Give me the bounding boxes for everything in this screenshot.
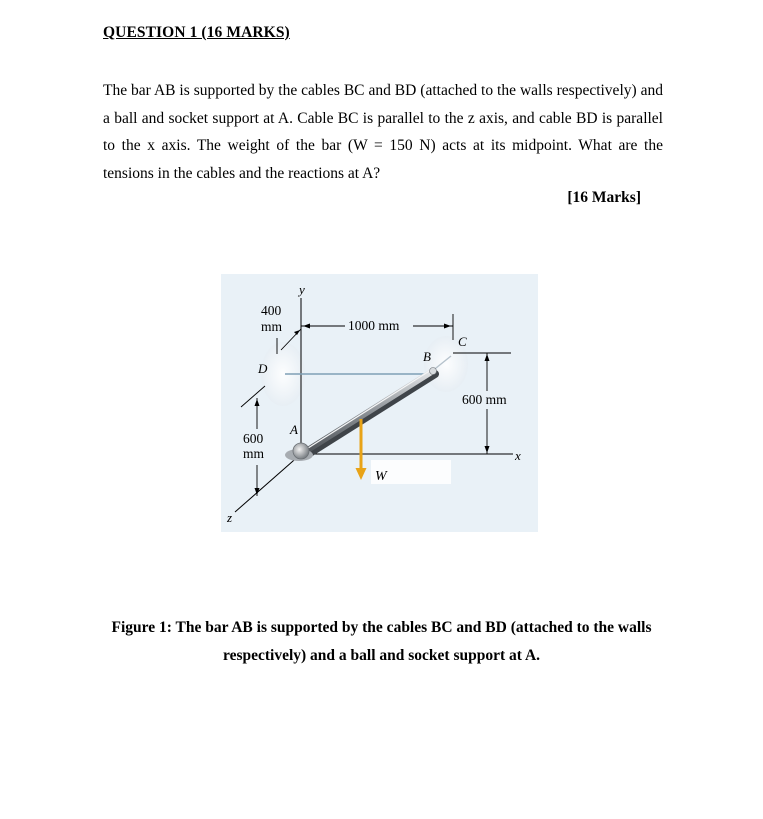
marks-label: [16 Marks] [567, 189, 641, 206]
ball-socket-a [293, 443, 309, 459]
question-text: The bar AB is supported by the cables BC and BD (attached to the walls respectively) and a ball and socket support at A. Cable BC is parallel to the z axis, and cable BD is parallel to the x axis. The weight of the bar (W = 150 N) acts at its midpoint. What are the tensions in the cables and the reactions at A? [103, 82, 663, 182]
figure-caption: Figure 1: The bar AB is supported by the cables BC and BD (attached to the walls respectively) and a ball and socket support at A. [111, 619, 652, 664]
label-1000: 1000 mm [348, 318, 400, 333]
label-point-d: D [258, 361, 268, 376]
label-point-b: B [423, 349, 431, 364]
label-y: y [299, 282, 305, 297]
label-z: z [227, 510, 233, 525]
label-x: x [515, 448, 521, 463]
label-point-a: A [290, 422, 298, 437]
label-400-unit: mm [261, 319, 283, 334]
end-b [430, 368, 437, 375]
question-heading: QUESTION 1 (16 MARKS) [103, 24, 290, 41]
label-600-right: 600 mm [462, 392, 507, 407]
figure-diagram [221, 274, 538, 532]
label-600-left-unit: mm [243, 446, 265, 461]
label-600-left: 600 [243, 431, 264, 446]
label-400: 400 [261, 303, 282, 318]
label-weight: W [375, 469, 387, 484]
label-point-c: C [458, 334, 467, 349]
